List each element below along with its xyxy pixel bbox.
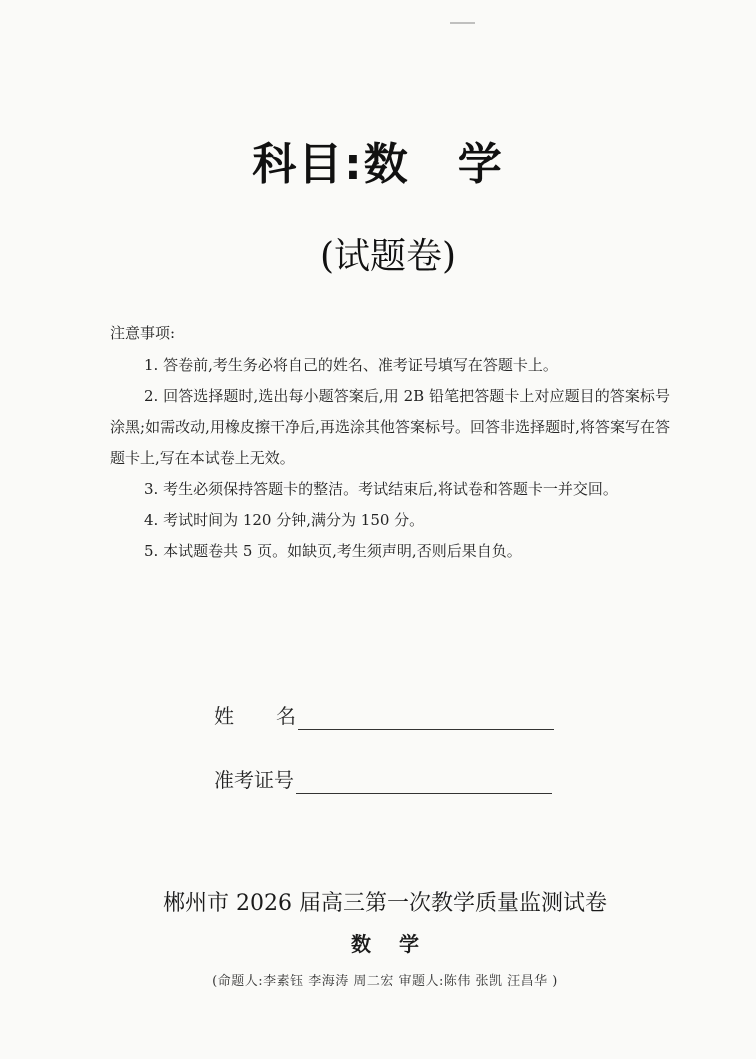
footer-subject: 数 学 [351,932,419,956]
subject-name-char-1: 数 [363,139,410,190]
subject-title [0,128,756,192]
credits-line: (命题人:李素钰 李海涛 周二宏 审题人:陈伟 张凯 汪昌华 ) [212,974,558,989]
exam-id-field-row [214,750,554,794]
scan-mark [450,22,475,24]
exam-title: 郴州市 2026 届高三第一次教学质量监测试卷 [163,891,607,916]
notice-heading: 注意事项: [110,324,176,342]
notice-item: 3. 考生必须保持答题卡的整洁。考试结束后,将试卷和答题卡一并交回。 [144,480,618,498]
name-field-row [214,686,554,730]
notice-section [110,318,670,567]
name-blank-line[interactable] [298,707,554,730]
notice-item: 5. 本试题卷共 5 页。如缺页,考生须声明,否则后果自负。 [144,542,522,560]
subject-label: 科目: [252,139,364,190]
notice-item: 1. 答卷前,考生务必将自己的姓名、准考证号填写在答题卡上。 [144,356,558,374]
name-label: 姓 名 [214,704,296,728]
exam-id-label: 准考证号 [214,768,294,792]
subject-name-char-2: 学 [457,139,504,190]
notice-item: 2. 回答选择题时,选出每小题答案后,用 2B 铅笔把答题卡上对应题目的答案标号涂黑;如需改动,用橡皮擦干净后,再选涂其他答案标号。回答非选择题时,将答案写在答题卡上,写在本试卷上无效。 [110,387,670,467]
notice-item: 4. 考试时间为 120 分钟,满分为 150 分。 [144,511,425,529]
candidate-fields [214,686,554,814]
paper-type: (试题卷) [319,236,457,277]
exam-id-blank-line[interactable] [296,771,552,794]
